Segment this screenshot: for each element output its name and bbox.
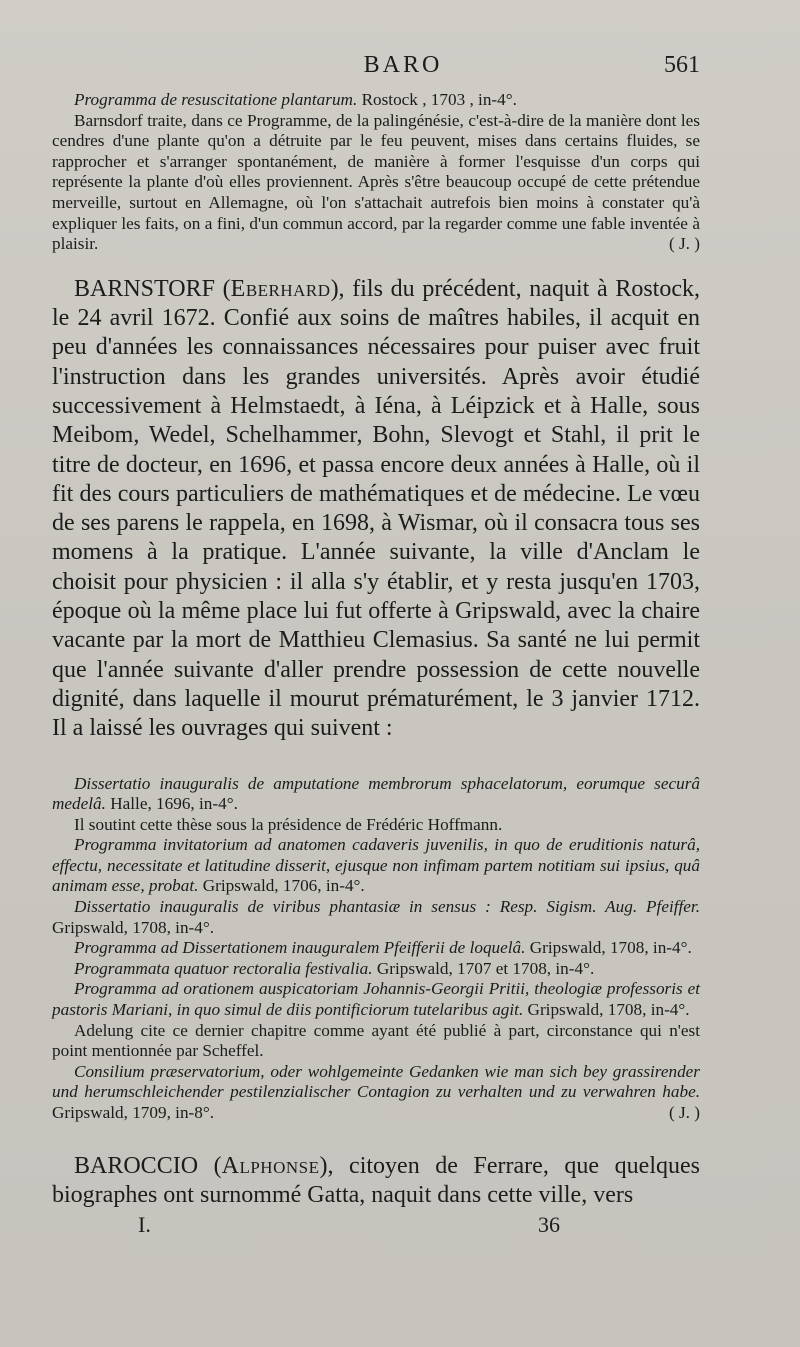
work-imprint: Gripswald, 1706, in-4°. [198,876,365,896]
signature-mark: 36 [538,1212,560,1238]
entry-text: ), fils du précédent, naquit à Rostock, le 24 avril 1672. Confié aux soins de maîtres habiles, il acquit en peu d'années les connaissances nécessaires pour puiser avec fruit l'instruction dans les grandes universités. Après avoir étudié successivement à Helmstaedt, à Iéna, à Léipzick et à Halle, sous Meibom, Wedel, Schelhammer, Bohn, Slevogt et Stahl, il prit le titre de docteur, en 1696, et passa encore deux années à Halle, où il fit des cours particuliers de mathématiques et de médecine. Le vœu de ses parens le rappela, en 1698, à Wismar, où il consacra tous ses momens à la pratique. L'année suivante, la ville d'Anclam le choisit pour physicien : il alla s'y établir, et y resta jusqu'en 1703, époque où la même place lui fut offerte à Gripswald, avec la chaire vacante par la mort de Matthieu Clemasius. Sa santé ne lui permit que l'année suivante d'aller prendre possession de cette nouvelle dignité, dans laquelle il mourut prématurément, le 3 janvier 1712. Il a laissé les ouvrages qui suivent : [52,275,700,742]
work-imprint: Gripswald, 1709, in-8°. [52,1103,215,1122]
entry-name: BARNSTORF [74,275,215,302]
note-text [52,111,700,255]
work-item [52,774,700,815]
entry-given-name: Eberhard [230,275,331,302]
sheet-number: I. [138,1212,151,1238]
page-header [52,52,700,90]
work-item [52,1062,700,1124]
work-item [52,897,700,938]
work-title: Programma ad Dissertationem inauguralem Pfeifferii de loquelâ. [74,938,526,958]
work-title: Programmata quatuor rectoralia festivalia. [74,958,373,978]
note-title-line [52,90,700,111]
work-note [52,1021,700,1062]
note-signature: ( J. ) [668,234,700,254]
note-title-rest: Rostock , 1703 , in-4°. [357,90,517,109]
work-title: Programma invitatorium ad anatomen cadaveris juvenilis, in quo de eruditionis naturâ, effectu, necessitate et latitudine disserit, ejusque non infimam partem notitiam sui ipsius, quâ animam esse, probat. [52,835,700,896]
works-list [52,774,700,1124]
work-item [52,835,700,897]
work-imprint: Gripswald, 1707 et 1708, in-4°. [372,958,595,978]
work-imprint: Halle, 1696, in-4°. [105,794,238,814]
next-entry-name: BAROCCIO [74,1152,199,1179]
work-note-text: Il soutint cette thèse sous la présidence de Frédéric Hoffmann. [74,814,503,834]
work-item [52,979,700,1020]
note-title: Programma de resuscitatione plantarum. [74,90,358,109]
works-signature: ( J. ) [668,1103,700,1122]
work-title: Consilium præservatorium, oder wohlgemeinte Gedanken wie man sich bey grassirender und herumschleichender pestilenzialischer Contagion zu verhalten und zu verwahren habe. [52,1061,700,1102]
work-imprint: Gripswald, 1708, in-4°. [52,917,215,937]
work-note-text: Adelung cite ce dernier chapitre comme ayant été publié à part, circonstance qui n'est point mentionnée par Scheffel. [52,1020,700,1061]
next-entry-text: ), citoyen de Ferrare, que quelques biographes ont surnommé Gatta, naquit dans cette ville, vers [52,1152,700,1208]
note-text-content: Barnsdorf traite, dans ce Programme, de la palingénésie, c'est-à-dire de la manière dont les cendres d'une plante qu'on a détruite par le feu peuvent, mises dans certains fluides, se rapprocher et s'arranger spontanément, de manière à former l'esquisse d'un corps qui représente la plante d'où elles proviennent. Après s'être beaucoup occupé de cette prétendue merveille, surtout en Allemagne, où l'on s'attachait autrefois bien moins à constater qu'à expliquer les faits, on a fini, d'un commun accord, par la regarder comme une fable inventée à plaisir. [52,110,700,254]
work-item [52,959,700,980]
work-note [52,815,700,836]
page-footer [52,1212,700,1238]
work-imprint: Gripswald, 1708, in-4°. [525,938,692,958]
work-title: Dissertatio inauguralis de amputatione membrorum sphacelatorum, eorumque securâ medelâ. [52,773,700,814]
entry-barnstorf [52,275,700,744]
work-title: Dissertatio inauguralis de viribus phantasiæ in sensus : Resp. Sigism. Aug. Pfeiffer. [74,897,700,917]
work-imprint: Gripswald, 1708, in-4°. [523,1000,690,1020]
entry-baroccio [52,1152,700,1211]
page-number: 561 [664,52,700,78]
previous-entry-note [52,90,700,255]
work-item [52,938,700,959]
running-head: BARO [363,52,443,78]
next-entry-paragraph: BAROCCIO (Alphonse), citoyen de Ferrare, que quelques biographes ont surnommé Gatta, naquit dans cette ville, vers [52,1152,700,1208]
entry-paragraph: BARNSTORF (Eberhard), fils du précédent, naquit à Rostock, le 24 avril 1672. Confié aux soins de maîtres habiles, il acquit en peu d'années les connaissances nécessaires pour puiser avec fruit l'instruction dans les grandes universités. Après avoir étudié successivement à Helmstaedt, à Iéna, à Léipzick et à Halle, sous Meibom, Wedel, Schelhammer, Bohn, Slevogt et Stahl, il prit le titre de docteur, en 1696, et passa encore deux années à Halle, où il fit des cours particuliers de mathématiques et de médecine. Le vœu de ses parens le rappela, en 1698, à Wismar, où il consacra tous ses momens à la pratique. L'année suivante, la ville d'Anclam le choisit pour physicien : il alla s'y établir, et y resta jusqu'en 1703, époque où la même place lui fut offerte à Gripswald, avec la chaire vacante par la mort de Matthieu Clemasius. Sa santé ne lui permit que l'année suivante d'aller prendre possession de cette nouvelle dignité, dans laquelle il mourut prématurément, le 3 janvier 1712. Il a laissé les ouvrages qui suivent : [52,275,700,742]
next-entry-given-name: Alphonse [221,1152,320,1179]
work-title: Programma ad orationem auspicatoriam Johannis-Georgii Pritii, theologiæ professoris et pastoris Mariani, in quo simul de diis pontificiorum tutelaribus agit. [52,979,700,1020]
